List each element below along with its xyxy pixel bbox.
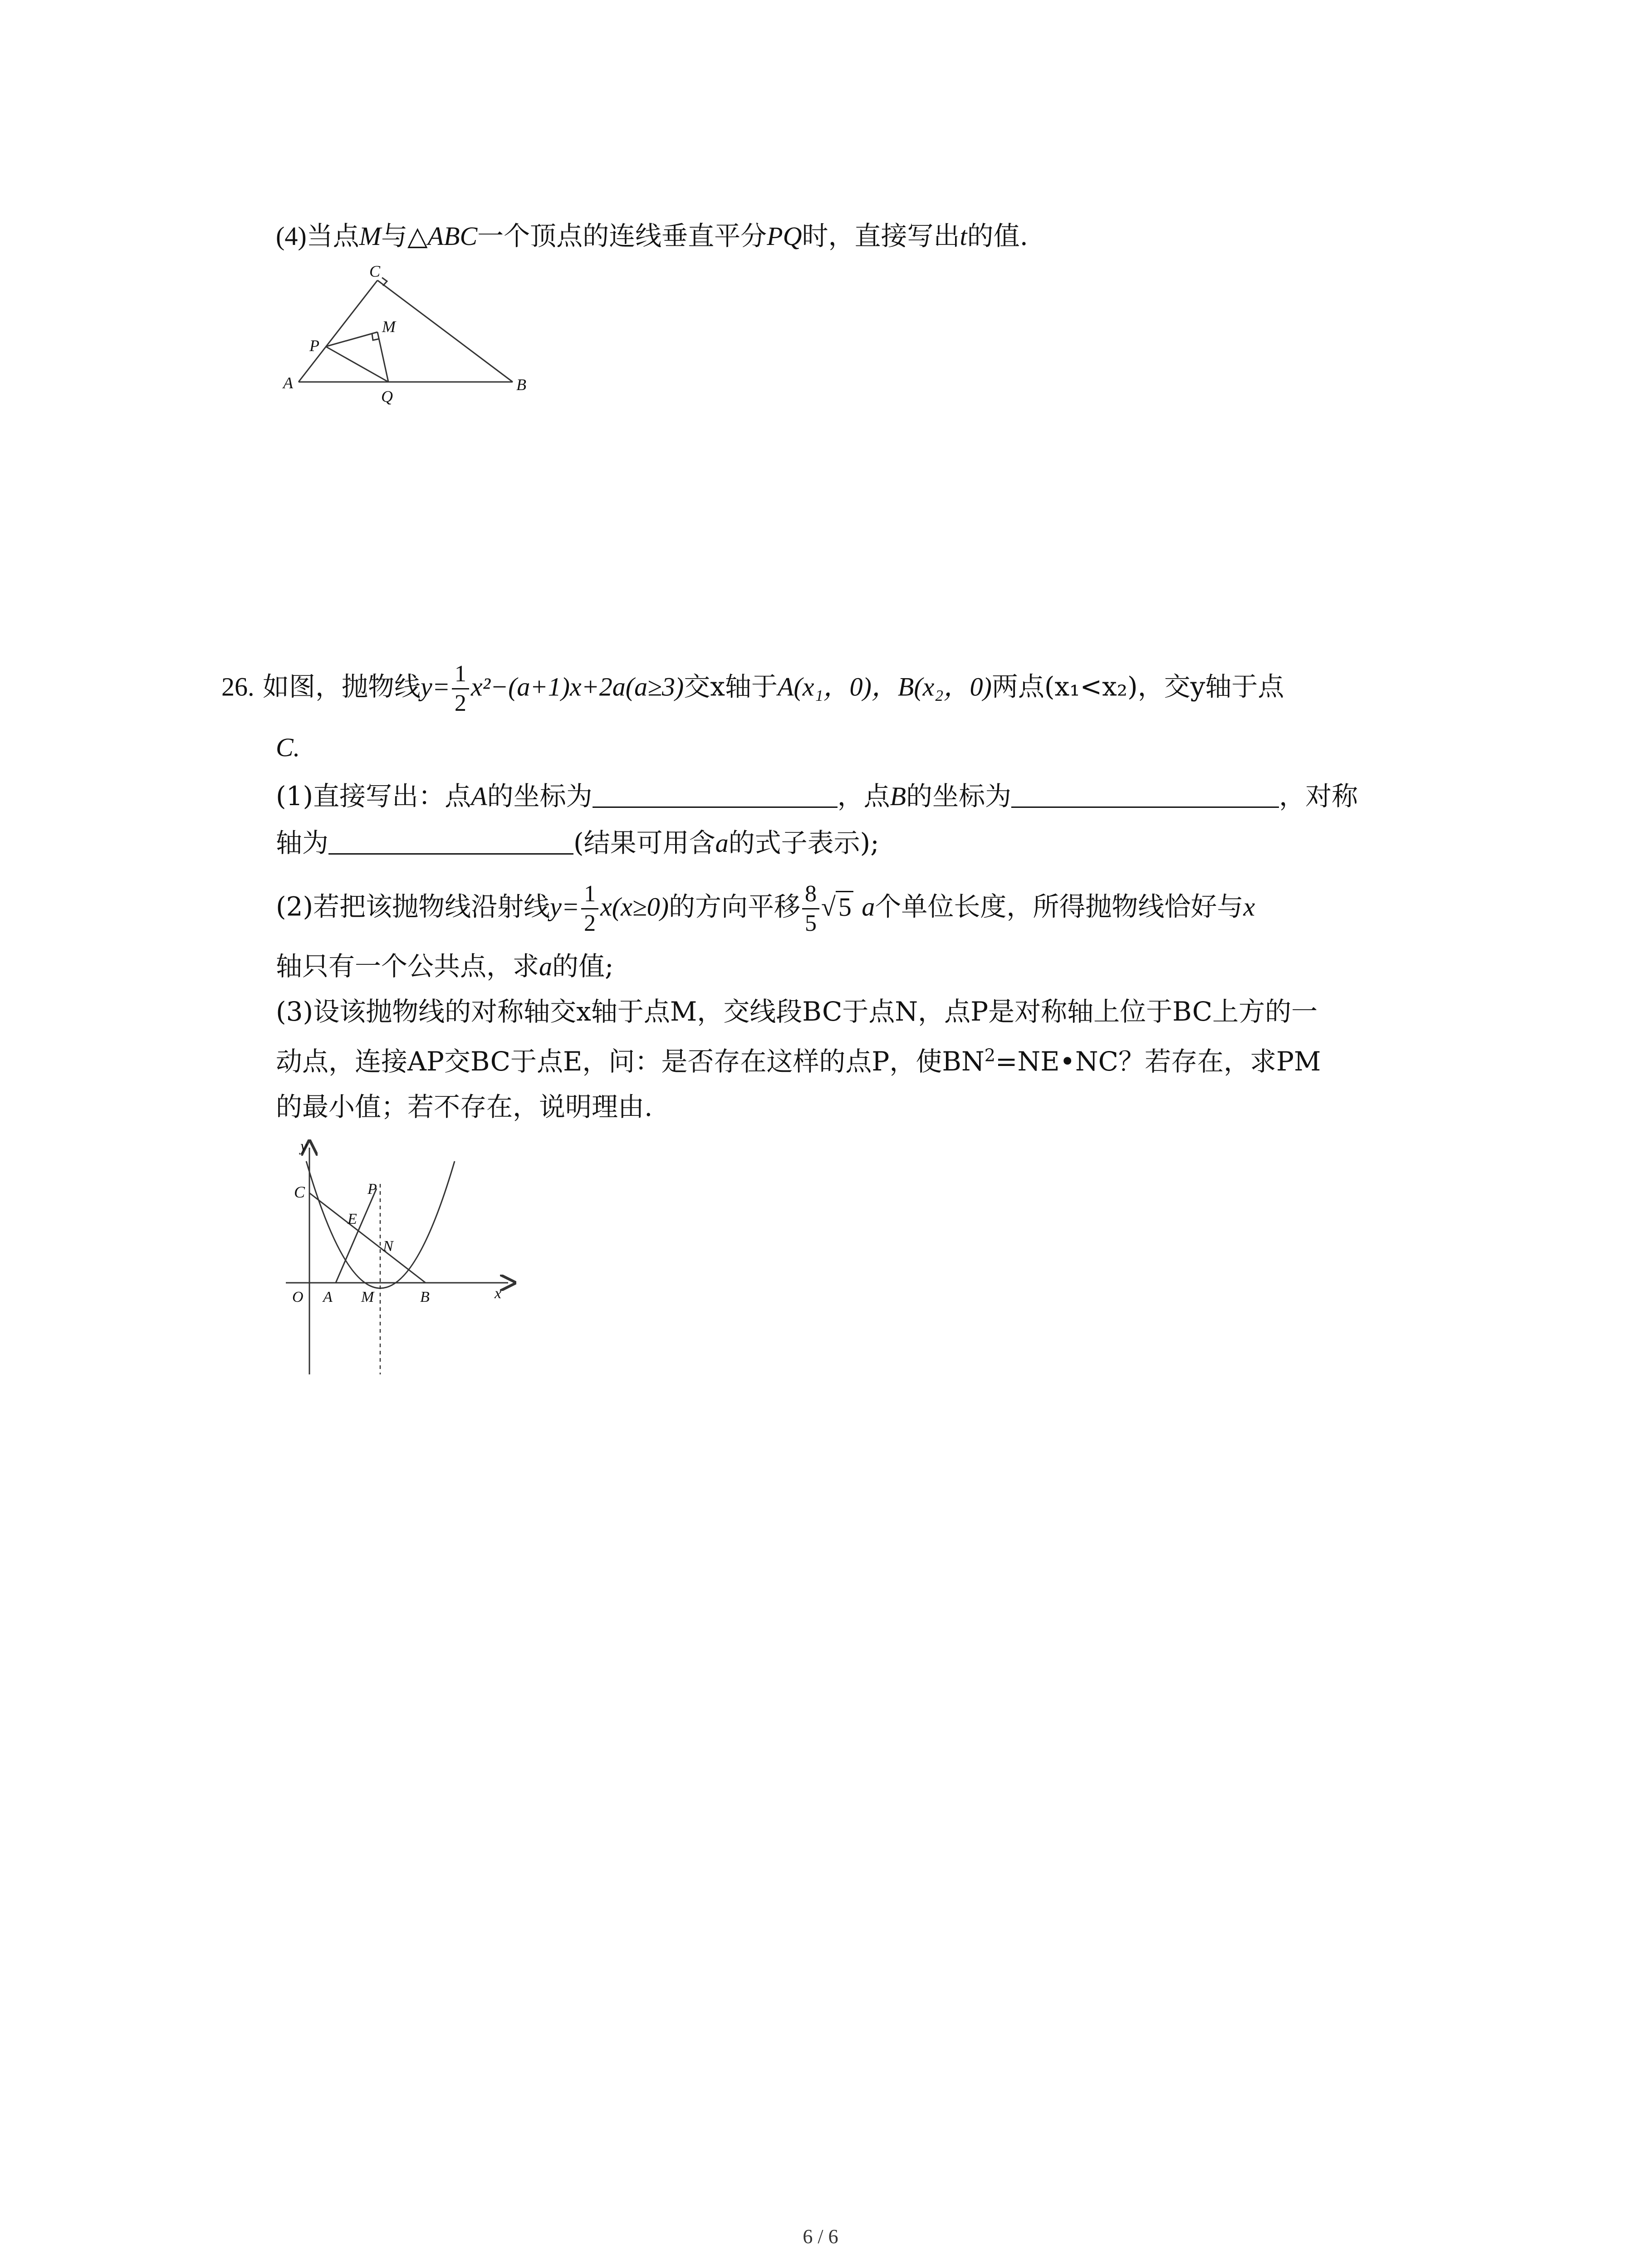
text: 交x轴于 bbox=[684, 671, 778, 702]
radicand: 5 bbox=[836, 891, 853, 922]
text: 的值. bbox=[967, 220, 1029, 251]
answer-blank-A[interactable] bbox=[593, 779, 838, 808]
text: 与△ bbox=[381, 220, 428, 251]
text: (2)若把该抛物线沿射线 bbox=[276, 891, 550, 922]
numerator: 1 bbox=[581, 880, 598, 909]
label-Q: Q bbox=[381, 387, 393, 406]
expression: x²−(a+1)x+2a(a≥3) bbox=[470, 672, 684, 702]
text: 的坐标为 bbox=[487, 781, 593, 811]
q26-part1-line2 bbox=[276, 825, 879, 861]
var: y= bbox=[420, 672, 450, 702]
label-C: C bbox=[369, 262, 381, 280]
answer-blank-axis[interactable] bbox=[328, 826, 573, 855]
expression: x(x≥0) bbox=[600, 892, 669, 922]
segment-BC bbox=[309, 1193, 426, 1283]
q25-part4 bbox=[276, 218, 1028, 254]
superscript: 2 bbox=[984, 1045, 995, 1066]
text: 的值; bbox=[552, 951, 614, 982]
label-x: x bbox=[495, 1285, 502, 1302]
text: 的式子表示); bbox=[728, 827, 879, 858]
var: a bbox=[539, 952, 553, 981]
point-A: A(x₁，0)， bbox=[777, 672, 898, 702]
text: 当点 bbox=[306, 220, 359, 251]
label-M: M bbox=[361, 1289, 374, 1305]
label-B: B bbox=[516, 376, 526, 394]
text: 两点(x₁<x₂)，交y轴于点 bbox=[991, 671, 1284, 702]
parabola-curve bbox=[306, 1161, 455, 1288]
part-label: (4) bbox=[276, 221, 307, 251]
segment-AP bbox=[336, 1188, 377, 1283]
q26-intro-line1 bbox=[221, 660, 1284, 718]
text: 的方向平移 bbox=[669, 891, 801, 922]
text: 的坐标为 bbox=[906, 781, 1012, 811]
q26-part3-line2 bbox=[276, 1043, 1321, 1080]
label-y: y bbox=[300, 1138, 308, 1155]
label-A: A bbox=[283, 374, 293, 392]
text: =NE•NC？若存在，求PM bbox=[995, 1046, 1321, 1077]
segment-PM bbox=[326, 332, 377, 347]
fraction-half bbox=[452, 660, 469, 718]
label-N: N bbox=[383, 1238, 393, 1255]
parabola-figure bbox=[272, 1134, 517, 1379]
text: 时，直接写出 bbox=[802, 220, 960, 251]
text: 轴为 bbox=[276, 827, 329, 858]
var: M bbox=[359, 221, 381, 251]
text: 如图，抛物线 bbox=[262, 671, 421, 702]
var: t bbox=[960, 221, 967, 251]
fraction-8-5 bbox=[802, 880, 819, 938]
question-number: 26. bbox=[221, 672, 255, 702]
q26-intro-line2: C. bbox=[276, 733, 300, 762]
point-B: B(x₂，0) bbox=[897, 672, 992, 702]
var: B bbox=[890, 782, 906, 811]
text: 个单位长度，所得抛物线恰好与 bbox=[875, 891, 1244, 922]
var: ABC bbox=[427, 221, 478, 251]
var: a bbox=[715, 828, 729, 858]
text: ，点 bbox=[837, 781, 890, 811]
q26-part3-line3: 的最小值；若不存在，说明理由. bbox=[276, 1091, 653, 1122]
text: ，对称 bbox=[1279, 781, 1358, 811]
q26-part1-line1 bbox=[276, 778, 1358, 815]
var: PQ bbox=[767, 221, 802, 251]
text: 轴只有一个公共点，求 bbox=[276, 951, 539, 982]
numerator: 1 bbox=[452, 660, 469, 689]
var: x bbox=[1243, 892, 1255, 922]
denominator: 2 bbox=[584, 910, 596, 936]
label-P: P bbox=[367, 1181, 377, 1198]
q26-part2-line2 bbox=[276, 948, 614, 985]
text: (1)直接写出：点 bbox=[276, 781, 471, 811]
label-C: C bbox=[294, 1183, 305, 1201]
answer-blank-B[interactable] bbox=[1011, 779, 1279, 808]
segment-AC bbox=[299, 280, 377, 382]
denominator: 2 bbox=[454, 690, 466, 716]
sqrt-5: √ 5 bbox=[821, 891, 853, 922]
q26-part3-line1: (3)设该抛物线的对称轴交x轴于点M，交线段BC于点N，点P是对称轴上位于BC上方的一 bbox=[276, 996, 1318, 1027]
var: A bbox=[471, 782, 487, 811]
segment-CB bbox=[377, 280, 513, 382]
label-P: P bbox=[309, 337, 319, 355]
label-A: A bbox=[323, 1289, 333, 1305]
fraction-half bbox=[581, 880, 598, 938]
q26-part2-line1 bbox=[276, 880, 1255, 938]
label-B: B bbox=[420, 1289, 430, 1305]
denominator: 5 bbox=[805, 910, 817, 936]
page-number: 6 / 6 bbox=[803, 2225, 838, 2248]
label-M: M bbox=[382, 318, 396, 336]
text: 一个顶点的连线垂直平分 bbox=[477, 220, 767, 251]
var: y= bbox=[550, 892, 580, 922]
label-E: E bbox=[348, 1211, 357, 1227]
numerator: 8 bbox=[802, 880, 819, 909]
text: (结果可用含 bbox=[573, 827, 715, 858]
text: 动点，连接AP交BC于点E，问：是否存在这样的点P，使BN bbox=[276, 1046, 985, 1077]
label-O: O bbox=[292, 1289, 304, 1305]
var: a bbox=[862, 892, 875, 922]
segment-PQ bbox=[326, 347, 388, 382]
triangle-figure bbox=[272, 254, 544, 408]
